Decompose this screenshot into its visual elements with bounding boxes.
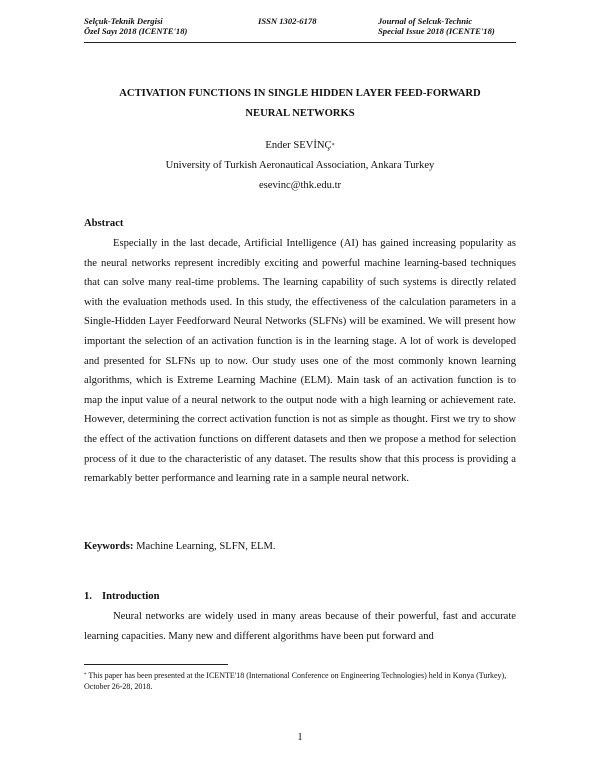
header-rule xyxy=(84,42,516,43)
introduction-heading xyxy=(84,590,160,604)
footnote-rule xyxy=(84,664,228,665)
keywords-label: Keywords: xyxy=(84,541,134,552)
issn: ISSN 1302-6178 xyxy=(258,16,317,26)
keywords-text: Machine Learning, SLFN, ELM. xyxy=(133,541,276,552)
author-footnote-mark: * xyxy=(331,143,335,149)
footnote-mark: * xyxy=(84,673,87,678)
footnote-text: This paper has been presented at the ICENTE'18 (International Conference on Engineering Technologies) held in Konya (Turkey), October 26-28, 2018. xyxy=(84,671,507,691)
special-issue-en: Special Issue 2018 (ICENTE'18) xyxy=(378,26,495,36)
journal-name-tr: Selçuk-Teknik Dergisi xyxy=(84,16,163,26)
section-title: Introduction xyxy=(102,591,160,602)
author-affiliation: University of Turkish Aeronautical Association, Ankara Turkey xyxy=(165,160,435,171)
page-number: 1 xyxy=(297,732,303,743)
journal-name-en: Journal of Selcuk-Technic xyxy=(378,16,473,26)
footnote xyxy=(84,670,516,692)
introduction-text: Neural networks are widely used in many areas because of their powerful, fast and accurate learning capacities. Many new and different algorithms have been put forward and xyxy=(84,611,516,642)
author-name-text: Ender SEVİNÇ xyxy=(265,140,332,151)
keywords xyxy=(84,540,276,554)
journal-header-left xyxy=(84,16,187,36)
journal-header-right xyxy=(378,16,495,36)
author-name xyxy=(84,139,516,153)
title-line-1: ACTIVATION FUNCTIONS IN SINGLE HIDDEN LAYER FEED-FORWARD xyxy=(119,88,481,99)
title-line-2: NEURAL NETWORKS xyxy=(245,108,355,119)
section-number: 1. xyxy=(84,591,92,602)
abstract-heading: Abstract xyxy=(84,218,124,229)
abstract-text: Especially in the last decade, Artificial Intelligence (AI) has gained increasing popularity as the neural networks represent incredibly exciting and powerful machine learning-based techniques that can solve many real-time problems. The learning capability of such systems is directly related with the evaluation methods used. In this study, the effectiveness of the calculation parameters in a Single-Hidden Layer Feedforward Neural Networks (SLFNs) will be examined. We will present how important the selection of an activation function is in the learning stage. A lot of work is developed and presented for SLFNs up to now. Our study uses one of the most commonly known learning algorithms, which is Extreme Learning Machine (ELM). Main task of an activation function is to map the input value of a neural network to the output node with a high learning or achievement rate. However, determining the correct activation function is not as simple as thought. First we try to show the effect of the activation functions on different datasets and then we propose a method for selection process of it due to the characteristic of any dataset. The results show that this process is providing a remarkably better performance and learning rate in a sample neural network. xyxy=(84,238,516,485)
paper-title xyxy=(84,84,516,124)
author-email[interactable]: esevinc@thk.edu.tr xyxy=(258,180,342,191)
special-issue-tr: Özel Sayı 2018 (ICENTE'18) xyxy=(84,26,188,36)
